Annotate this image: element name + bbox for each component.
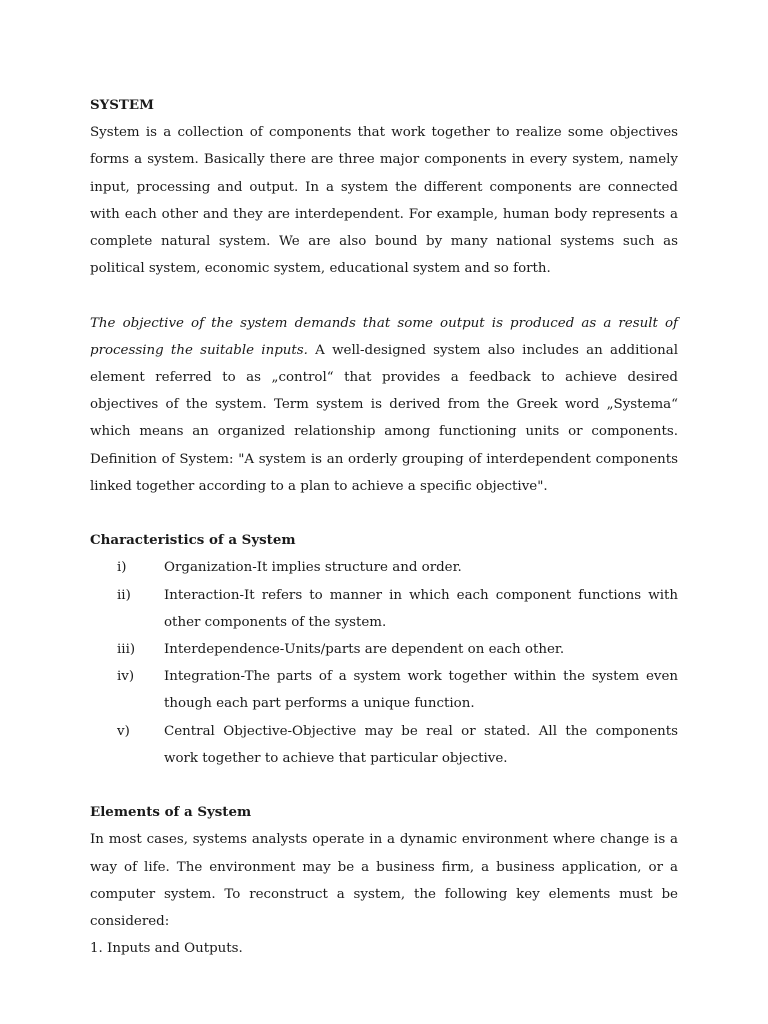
characteristics-list <box>90 554 678 772</box>
list-item-number: ii) <box>117 587 131 603</box>
elements-list-item-1: 1. Inputs and Outputs. <box>90 941 243 957</box>
emphasis-objective: The objective of the system demands that some output is produced as a result of processing the suitable inputs. <box>90 315 678 358</box>
paragraph-system-definition: System is a collection of components that work together to realize some objectives forms a system. Basically there are three major components in every system, namely input, processing and output. In a system the different components are connected with each other and they are interdependent. For example, human body represents a complete natural system. We are also bound by many national systems such as political system, economic system, educational system and so forth. <box>90 125 678 277</box>
list-item-number: iv) <box>117 669 135 685</box>
list-item-text: Interaction-It refers to manner in which each component functions with other components of the system. <box>164 587 678 630</box>
list-item <box>90 636 678 663</box>
heading-characteristics: Characteristics of a System <box>90 532 296 549</box>
heading-system: SYSTEM <box>90 97 154 113</box>
list-item-text: Interdependence-Units/parts are dependent on each other. <box>164 642 565 658</box>
paragraph-elements-intro: In most cases, systems analysts operate in a dynamic environment where change is a way of life. The environment may be a business firm, a business application, or a computer system. To reconstruct a system, the following key elements must be considered: <box>90 832 678 930</box>
document-page <box>90 92 678 962</box>
list-item-text: Central Objective-Objective may be real or stated. All the components work together to achieve that particular objective. <box>164 723 678 766</box>
list-item-number: iii) <box>117 642 136 658</box>
list-item-text: Organization-It implies structure and order. <box>164 560 462 576</box>
spacer <box>90 500 678 527</box>
list-item-text: Integration-The parts of a system work together within the system even though each part performs a unique function. <box>164 669 678 712</box>
paragraph-system-objective-rest: A well-designed system also includes an additional element referred to as „control“ that provides a feedback to achieve desired objectives of the system. Term system is derived from the Greek word „Systema“ which means an organized relationship among functioning units or components. Definition of System: "A system is an orderly grouping of interdependent components linked together according to a plan to achieve a specific objective". <box>90 342 678 494</box>
spacer <box>90 772 678 799</box>
paragraph-system-objective <box>90 310 678 500</box>
list-item <box>90 554 678 581</box>
list-item-number: i) <box>117 560 127 576</box>
list-item <box>90 663 678 717</box>
list-item <box>90 582 678 636</box>
spacer <box>90 282 678 309</box>
heading-elements: Elements of a System <box>90 804 252 821</box>
list-item <box>90 718 678 772</box>
list-item-number: v) <box>117 723 130 739</box>
